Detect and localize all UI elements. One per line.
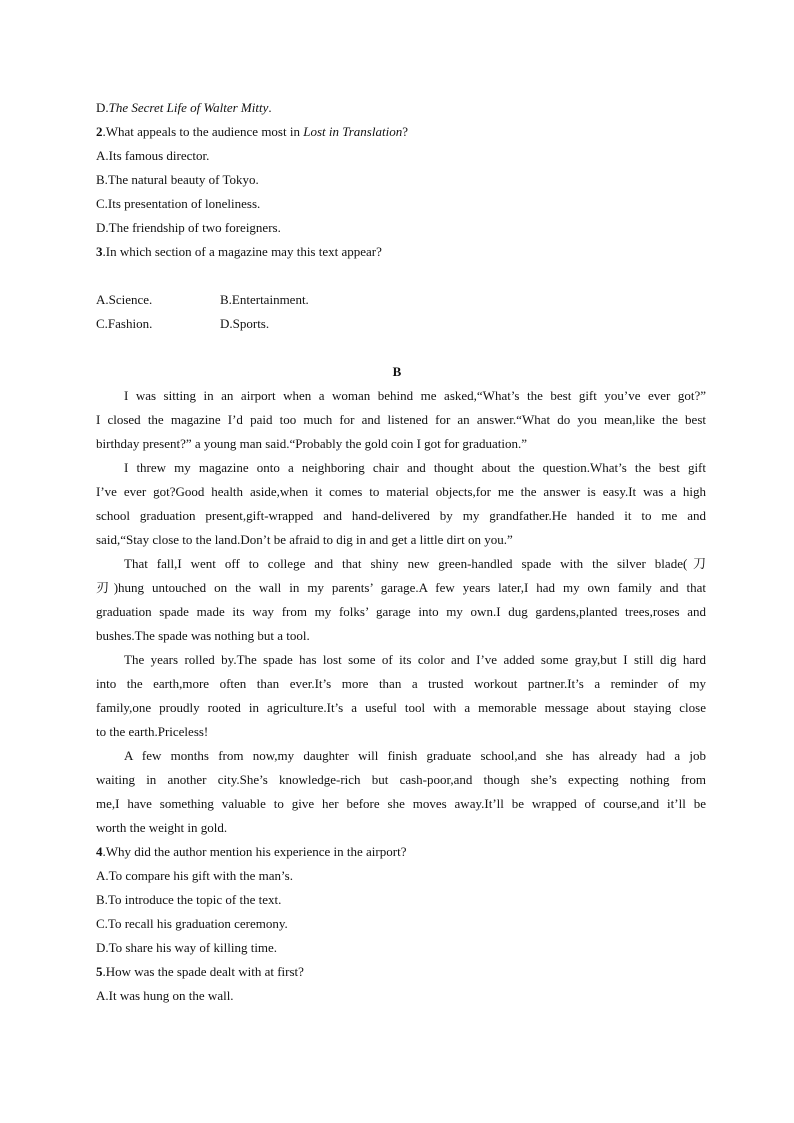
passage-line: me,I have something valuable to give her before she moves away.It’ll be wrapped of course,and it’ll be — [96, 796, 706, 811]
question-text: .Why did the author mention his experience in the airport? — [102, 844, 407, 859]
question-text: .How was the spade dealt with at first? — [102, 964, 304, 979]
passage-line: family,one proudly rooted in agriculture.It’s a useful tool with a memorable message about staying close — [96, 700, 706, 715]
passage-line: bushes.The spade was nothing but a tool. — [96, 628, 310, 643]
q2-option-b: B.The natural beauty of Tokyo. — [96, 172, 259, 187]
question-3 — [96, 244, 706, 260]
passage-line: That fall,I went off to college and that shiny new green-handled spade with the silver blade(刀 — [124, 556, 706, 571]
passage-line: into the earth,more often than ever.It’s more than a trusted workout partner.It’s a reminder of my — [96, 676, 706, 691]
passage-line: I was sitting in an airport when a woman behind me asked,“What’s the best gift you’ve ever got?” — [124, 388, 706, 403]
passage-line: I closed the magazine I’d paid too much for and listened for an answer.“What do you mean,like the best — [96, 412, 706, 427]
q3-option-b: B.Entertainment. — [220, 292, 309, 307]
question-5 — [96, 964, 706, 980]
option-end: . — [268, 100, 272, 115]
passage-line: A few months from now,my daughter will finish graduate school,and she has already had a job — [124, 748, 706, 763]
question-number: 3 — [96, 244, 103, 259]
q2-option-c: C.Its presentation of loneliness. — [96, 196, 261, 211]
passage-line: The years rolled by.The spade has lost some of its color and I’ve added some gray,but I still dig hard — [124, 652, 706, 667]
q3-option-a: A.Science. — [96, 292, 153, 307]
q3-option-d: D.Sports. — [220, 316, 270, 331]
passage-line: 刃)hung untouched on the wall in my parents’ garage.A few years later,I had my own family and that — [96, 580, 706, 595]
section-heading: B — [392, 364, 402, 379]
question-text: .In which section of a magazine may this text appear? — [102, 244, 382, 259]
passage-line: I threw my magazine onto a neighboring chair and thought about the question.What’s the best gift — [124, 460, 706, 475]
q2-option-d: D.The friendship of two foreigners. — [96, 220, 281, 235]
passage-line: waiting in another city.She’s knowledge-rich but cash-poor,and though she’s expecting nothing from — [96, 772, 706, 787]
q3-option-c: C.Fashion. — [96, 316, 153, 331]
passage-line: birthday present?” a young man said.“Probably the gold coin I got for graduation.” — [96, 436, 528, 451]
question-4 — [96, 844, 706, 860]
passage-line: graduation spade made its way from my folks’ garage into my own.I dug gardens,planted trees,roses and — [96, 604, 706, 619]
passage-line: worth the weight in gold. — [96, 820, 228, 835]
question-2 — [96, 124, 706, 140]
q4-option-c: C.To recall his graduation ceremony. — [96, 916, 288, 931]
q4-option-a: A.To compare his gift with the man’s. — [96, 868, 293, 883]
option-letter: D. — [96, 100, 109, 115]
film-title: The Secret Life of Walter Mitty — [108, 100, 269, 115]
q2-option-a: A.Its famous director. — [96, 148, 210, 163]
q5-option-a: A.It was hung on the wall. — [96, 988, 234, 1003]
question-text: .What appeals to the audience most in — [102, 124, 304, 139]
question-number: 4 — [96, 844, 103, 859]
question-number: 5 — [96, 964, 103, 979]
question-end: ? — [402, 124, 408, 139]
q1-option-d — [96, 100, 706, 116]
q4-option-b: B.To introduce the topic of the text. — [96, 892, 282, 907]
film-title: Lost in Translation — [303, 124, 403, 139]
passage-line: to the earth.Priceless! — [96, 724, 209, 739]
passage-line: said,“Stay close to the land.Don’t be afraid to dig in and get a little dirt on you.” — [96, 532, 513, 547]
passage-line: school graduation present,gift-wrapped and hand-delivered by my grandfather.He handed it to me and — [96, 508, 706, 523]
q4-option-d: D.To share his way of killing time. — [96, 940, 278, 955]
question-number: 2 — [96, 124, 103, 139]
passage-line: I’ve ever got?Good health aside,when it comes to material objects,for me the answer is easy.It was a high — [96, 484, 706, 499]
